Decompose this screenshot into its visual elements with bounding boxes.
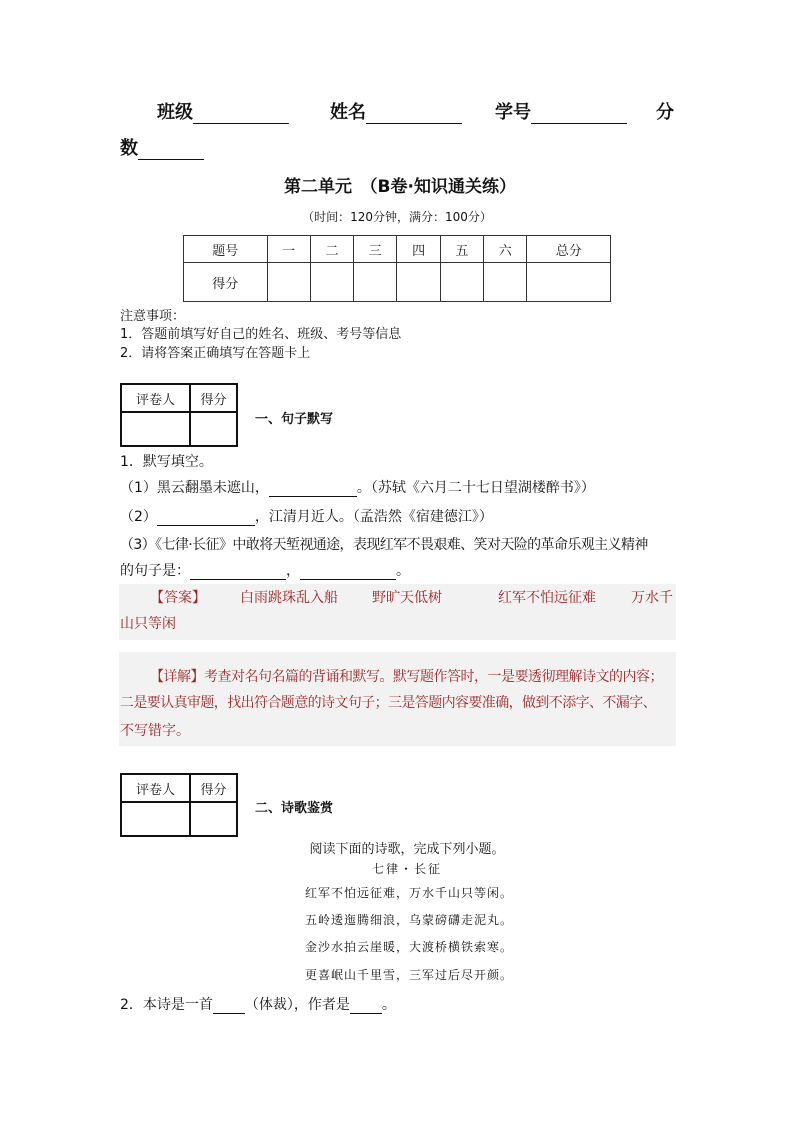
score-table-cell: 五 [440, 236, 483, 263]
grader-score-cell[interactable] [190, 412, 237, 446]
score-blank[interactable] [138, 141, 204, 160]
notes-item: 2．请将答案正确填写在答题卡上 [120, 346, 311, 361]
answer-blank[interactable] [269, 482, 357, 497]
grader-label: 评卷人 [121, 384, 190, 412]
answer-blank[interactable] [300, 565, 396, 580]
class-blank[interactable] [193, 105, 289, 124]
answer-blank[interactable] [350, 999, 382, 1014]
question-2 [120, 994, 396, 1014]
name-blank[interactable] [366, 105, 462, 124]
score-table-score-row [184, 263, 611, 302]
poem-line: 五岭逶迤腾细浪，乌蒙磅礴走泥丸。 [304, 913, 513, 927]
explanation-line [150, 666, 663, 686]
answer-blank[interactable] [213, 999, 245, 1014]
score-input-cell[interactable] [310, 263, 353, 302]
question-text: （2） [120, 509, 157, 525]
score-row-label: 得分 [184, 263, 268, 302]
answer-text: 红军不怕远征难 [498, 590, 596, 606]
question-1-part-2 [120, 506, 493, 526]
score-label-1: 分 [656, 102, 674, 123]
id-blank[interactable] [531, 105, 627, 124]
answer-text: 山只等闲 [120, 616, 176, 632]
notes-heading: 注意事项： [120, 309, 186, 324]
score-table-cell: 总分 [527, 236, 611, 263]
grader-name-cell[interactable] [121, 412, 190, 446]
score-label-row [120, 134, 204, 160]
score-table [183, 235, 611, 302]
question-1: 1．默写填空。 [120, 454, 213, 470]
question-text: 。 [381, 997, 396, 1013]
score-table-cell: 一 [267, 236, 310, 263]
question-text: （体裁），作者是 [244, 997, 350, 1013]
score-input-cell[interactable] [267, 263, 310, 302]
class-label: 班级 [157, 102, 193, 123]
answer-text: 万水千 [631, 590, 673, 606]
poem-line: 更喜岷山千里雪，三军过后尽开颜。 [304, 968, 513, 982]
grader-table [120, 383, 238, 447]
score-table-cell: 四 [397, 236, 440, 263]
poem-line: 金沙水拍云崖暖，大渡桥横铁索寒。 [304, 940, 513, 954]
poem-title: 七律・长征 [371, 862, 442, 876]
page-title: 第二单元 （B卷·知识通关练） [284, 177, 516, 197]
grader-name-cell[interactable] [121, 802, 190, 836]
question-text: ，江清月近人。（孟浩然《宿建德江》） [254, 509, 493, 525]
score-label-2: 数 [120, 138, 138, 159]
id-label: 学号 [495, 102, 531, 123]
class-label-row [157, 98, 289, 124]
section-heading: 二、诗歌鉴赏 [255, 801, 334, 816]
name-label: 姓名 [330, 102, 366, 123]
score-table-cell: 三 [354, 236, 397, 263]
question-text: 的句子是： [120, 563, 190, 579]
notes-item: 1．答题前填写好自己的姓名、班级、考号等信息 [120, 327, 402, 342]
answer-text: 野旷天低树 [372, 590, 442, 606]
answer-blank[interactable] [157, 511, 255, 526]
name-label-row [330, 98, 462, 124]
score-input-cell[interactable] [440, 263, 483, 302]
score-input-cell[interactable] [397, 263, 440, 302]
question-1-part-1 [120, 477, 595, 497]
question-1-part-3: （3）《七律·长征》中敢将天堑视通途，表现红军不畏艰难、笑对天险的革命乐观主义精神 [120, 537, 648, 553]
question-1-part-3-line-2 [120, 560, 410, 580]
question-text: 。 [396, 563, 410, 579]
score-table-cell: 六 [484, 236, 527, 263]
score-table-header-row [184, 236, 611, 263]
score-input-cell[interactable] [484, 263, 527, 302]
score-table-cell: 二 [310, 236, 353, 263]
explanation-text: 考查对名句名篇的背诵和默写。默写题作答时，一是要透彻理解诗文的内容； [204, 669, 663, 685]
poem-line: 红军不怕远征难，万水千山只等闲。 [304, 886, 513, 900]
explanation-text: 不写错字。 [120, 723, 190, 739]
question-text: 2．本诗是一首 [120, 997, 213, 1013]
question-text: （1）黑云翻墨未遮山， [120, 480, 269, 496]
grader-label: 评卷人 [121, 774, 190, 802]
explanation-label: 【详解】 [150, 669, 204, 685]
answer-label: 【答案】 [150, 590, 206, 606]
grader-table [120, 773, 238, 837]
question-text: ， [286, 563, 300, 579]
question-text: 。（苏轼《六月二十七日望湖楼醉书》） [356, 480, 595, 496]
score-input-cell[interactable] [354, 263, 397, 302]
score-input-cell[interactable] [527, 263, 611, 302]
explanation-text: 二是要认真审题，找出符合题意的诗文句子；三是答题内容要准确，做到不添字、不漏字、 [120, 695, 656, 711]
grader-score-label: 得分 [190, 384, 237, 412]
poem-intro: 阅读下面的诗歌，完成下列小题。 [309, 842, 505, 857]
page-subtitle: （时间：120分钟，满分：100分） [302, 210, 492, 224]
grader-score-label: 得分 [190, 774, 237, 802]
grader-score-cell[interactable] [190, 802, 237, 836]
score-table-cell: 题号 [184, 236, 268, 263]
answer-blank[interactable] [190, 565, 286, 580]
answer-text: 白雨跳珠乱入船 [240, 590, 338, 606]
id-label-row [495, 98, 627, 124]
section-heading: 一、句子默写 [255, 412, 334, 427]
